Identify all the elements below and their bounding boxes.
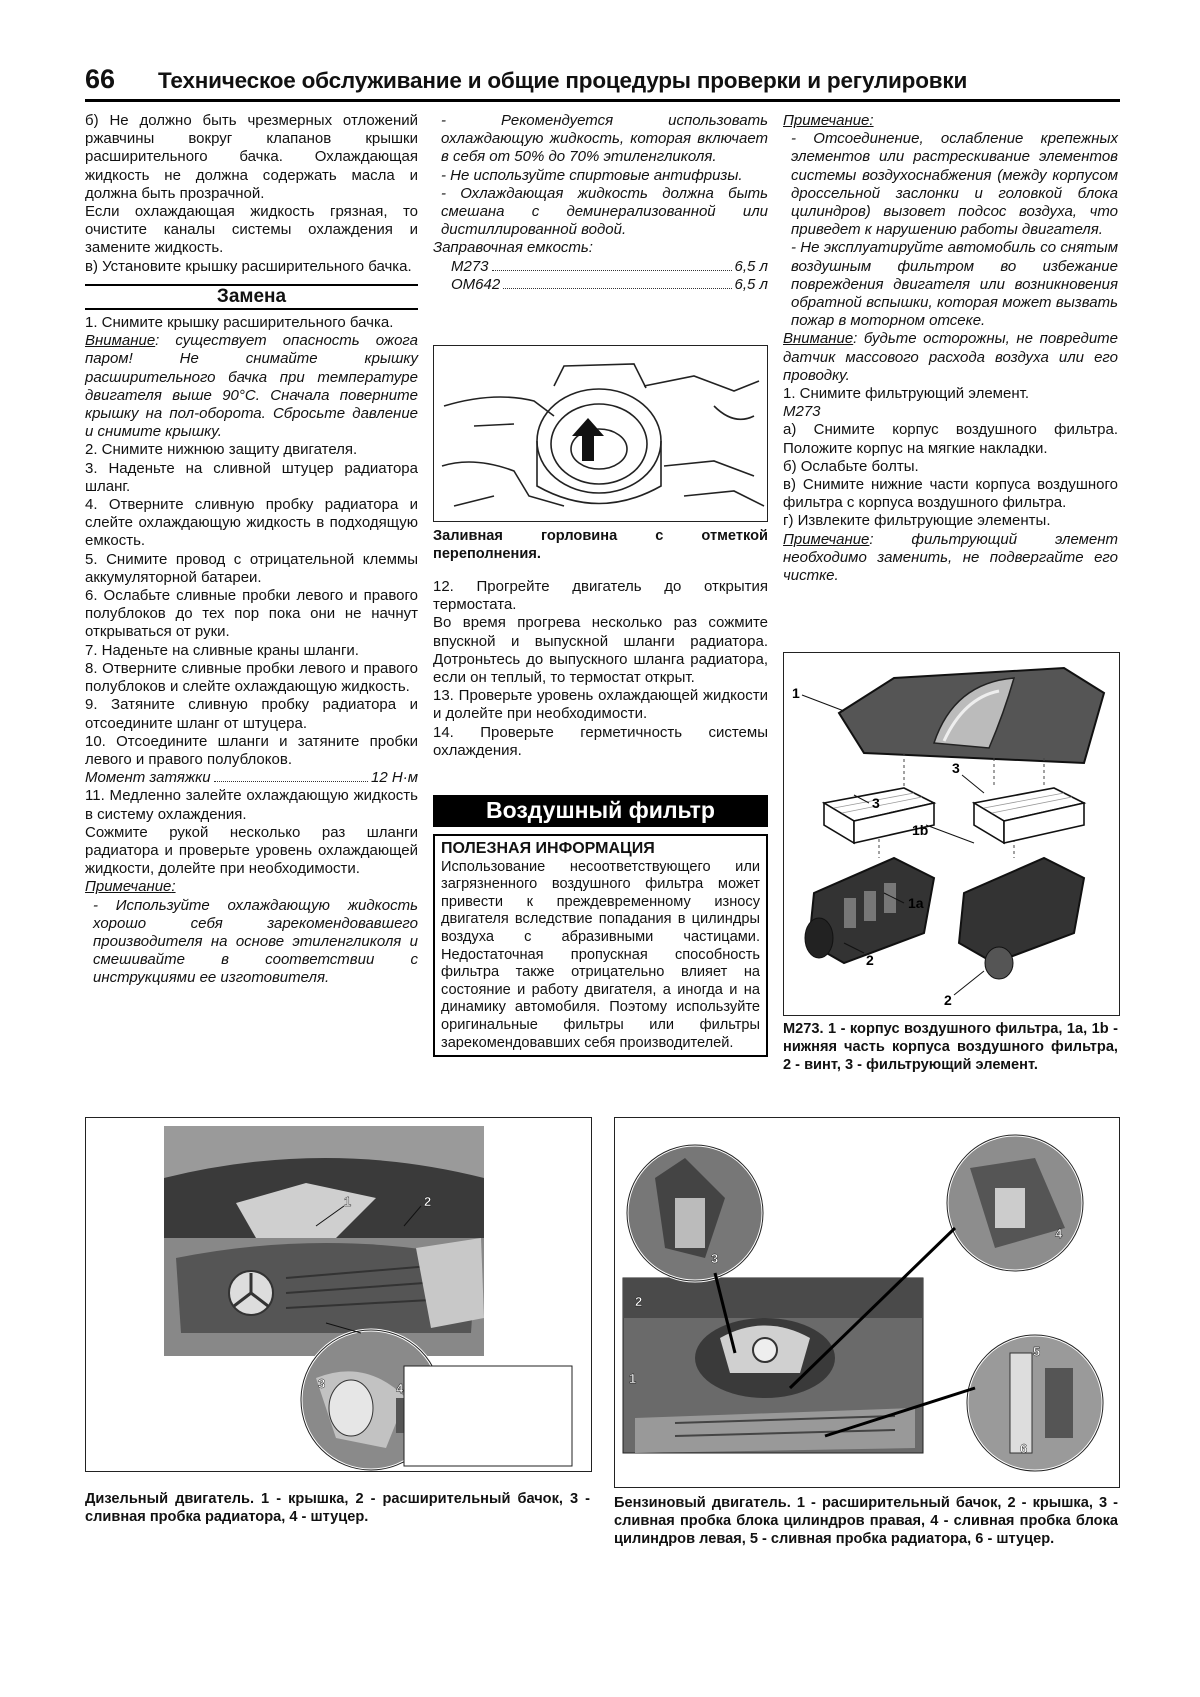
step-item: 3. Наденьте на сливной штуцер радиатора шланг. [85, 459, 418, 495]
air-filter-figure [783, 652, 1120, 1016]
callout: 2 [944, 992, 952, 1008]
step-item: 1. Снимите фильтрующий элемент. [783, 385, 1029, 403]
column-3 [783, 112, 1118, 585]
callout: 1 [629, 1371, 637, 1386]
callout: 2 [635, 1294, 643, 1309]
step-item: Сожмите рукой несколько раз шланги радиатора и проверьте уровень охлаждающей жидкости, долейте при необходимости. [85, 823, 418, 878]
step-item: 6. Ослабьте сливные пробки левого и правого полублоков до тех пор пока они не начнут открываться от руки. [85, 587, 418, 641]
callout: 1a [908, 895, 924, 911]
note-2 [783, 531, 1118, 586]
step-item: 12. Прогрейте двигатель до открытия термостата. [433, 578, 768, 614]
step-item: 11. Медленно залейте охлаждающую жидкость в систему охлаждения. [85, 787, 418, 823]
filler-neck-drawing [434, 346, 767, 521]
paragraph: Если охлаждающая жидкость грязная, то очистите каналы системы охлаждения и замените жидкость. [85, 203, 418, 257]
capacity-label: Заправочная емкость: [433, 239, 593, 257]
callout: 1b [912, 822, 929, 838]
callout: 5 [1033, 1344, 1041, 1359]
diesel-engine-caption: Дизельный двигатель. 1 - крышка, 2 - расширительный бачок, 3 - сливная пробка радиатора, 4 - штуцер. [85, 1491, 590, 1525]
torque-label: Момент затяжки [85, 769, 211, 787]
paragraph: б) Не должно быть чрезмерных отложений ржавчины вокруг клапанов крышки расширительного бачка. Охлаждающая жидкость не должна содержать масла и должна быть прозрачной. [85, 112, 418, 202]
page-title: Техническое обслуживание и общие процедуры проверки и регулировки [158, 68, 968, 93]
step-item: 2. Снимите нижнюю защиту двигателя. [85, 441, 358, 459]
note-label: Примечание [783, 530, 870, 548]
header-rule [85, 99, 1120, 102]
warning-label: Внимание [783, 330, 854, 348]
substep-item: в) Снимите нижние части корпуса воздушного фильтра с корпуса воздушного фильтра. [783, 476, 1118, 512]
step-item: 5. Снимите провод с отрицательной клеммы аккумуляторной батареи. [85, 550, 418, 586]
note-item: - Не эксплуатируйте автомобиль со снятым воздушным фильтром во избежание повреждения двигателя или возникновения обратной вспышки, которая может вызвать пожар в моторном отсеке. [791, 239, 1118, 330]
torque-value: 12 Н·м [371, 769, 418, 787]
column-2-notes [433, 112, 768, 294]
callout: 1 [344, 1194, 352, 1209]
step-item: 4. Отверните сливную пробку радиатора и слейте охлаждающую жидкость в подходящую емкость. [85, 496, 418, 550]
step-item: 1. Снимите крышку расширительного бачка. [85, 314, 394, 332]
warning-text: : существует опасность ожога паром! Не снимайте крышку расширительного бачка при температуре двигателя выше 90°С. Сначала поверните крышку на пол-оборота. Сбросьте давление и снимите крышку. [85, 332, 418, 441]
callout: 3 [872, 795, 880, 811]
warning-note [783, 330, 1118, 385]
info-title: ПОЛЕЗНАЯ ИНФОРМАЦИЯ [441, 840, 655, 857]
air-filter-caption: М273. 1 - корпус воздушного фильтра, 1а, 1b - нижняя часть корпуса воздушного фильтра, 2 - винт, 3 - фильтрующий элемент. [783, 1021, 1118, 1073]
note-item: - Рекомендуется использовать охлаждающую жидкость, которая включает в себя от 50% до 70% этиленгликоля. [441, 112, 768, 166]
page-number: 66 [85, 64, 116, 94]
callout: 3 [711, 1251, 719, 1266]
section-rule [85, 308, 418, 310]
column-1 [85, 112, 418, 988]
callout: 6 [1020, 1441, 1028, 1456]
note-item: - Не используйте спиртовые антифризы. [441, 166, 743, 184]
torque-row [85, 769, 418, 787]
section-banner-air-filter: Воздушный фильтр [433, 795, 768, 827]
petrol-engine-caption: Бензиновый двигатель. 1 - расширительный бачок, 2 - крышка, 3 - сливная пробка блока цилиндров правая, 4 - сливная пробка блока цилиндров левая, 5 - сливная пробка радиатора, 6 - штуцер. [614, 1495, 1118, 1547]
useful-info-box [433, 834, 768, 1057]
callout: 3 [318, 1376, 326, 1391]
step-item: 8. Отверните сливные пробки левого и правого полублоков и слейте охлаждающую жидкость. [85, 659, 418, 696]
capacity-row: M273 6,5 л [451, 257, 768, 275]
petrol-engine-photo [615, 1118, 1119, 1487]
warning-text: : будьте осторожны, не повредите датчик массового расхода воздуха или его проводку. [783, 330, 1118, 384]
substep-item: г) Извлеките фильтрующие элементы. [783, 512, 1051, 530]
callout: 2 [866, 952, 874, 968]
callout: 2 [424, 1194, 432, 1209]
column-2-steps [433, 578, 768, 760]
warning-label: Внимание [85, 332, 156, 350]
step-item: 9. Затяните сливную пробку радиатора и отсоедините шланг от штуцера. [85, 696, 418, 732]
note-item: - Отсоединение, ослабление крепежных элементов или растрескивание элементов системы воздухоснабжения (между корпусом дроссельной заслонки и головкой блока цилиндров) вызовет подсос воздуха, что приведет к нарушению работы двигателя. [791, 130, 1118, 239]
note-label: Примечание: [783, 112, 874, 129]
step-item: 13. Проверьте уровень охлаждающей жидкости и долейте при необходимости. [433, 687, 768, 723]
note-item: - Охлаждающая жидкость должна быть смешана с деминерализованной или дистиллированной водой. [441, 184, 768, 239]
note-text: : фильтрующий элемент необходимо заменить, не подвергайте его чистке. [783, 530, 1118, 585]
substep-item: а) Снимите корпус воздушного фильтра. Положите корпус на мягкие накладки. [783, 421, 1118, 457]
callout: 1 [792, 685, 800, 701]
note-text: - Используйте охлаждающую жидкость хорошо себя зарекомендовавшего производителя на основе этиленгликоля и смешивайте в соответствии с инструкциями ее изготовителя. [93, 896, 418, 987]
air-filter-drawing [784, 653, 1119, 1015]
step-item: Во время прогрева несколько раз сожмите впускной и выпускной шланги радиатора. Дотроньтесь до выпускного шланга радиатора, если он теплый, то термостат открыт. [433, 614, 768, 687]
diesel-engine-photo [86, 1118, 591, 1471]
step-item: 14. Проверьте герметичность системы охлаждения. [433, 723, 768, 759]
step-item: 7. Наденьте на сливные краны шланги. [85, 641, 359, 659]
substep-item: б) Ослабьте болты. [783, 457, 919, 475]
filler-neck-caption: Заливная горловина с отметкой переполнения. [433, 528, 768, 562]
filler-neck-figure [433, 345, 768, 522]
capacity-row: OM642 6,5 л [451, 275, 768, 293]
callout: 4 [396, 1381, 404, 1396]
paragraph: в) Установите крышку расширительного бачка. [85, 257, 412, 275]
model-label: M273 [783, 403, 821, 421]
petrol-engine-figure [614, 1117, 1120, 1488]
note-label: Примечание: [85, 878, 176, 896]
section-heading-replace: Замена [216, 285, 287, 307]
info-text: Использование несоответствующего или загрязненного воздушного фильтра может привести к преждевременному износу двигателя вследствие попадания в цилиндры воздуха с абразивными частицами. Недостаточная пропускная способность фильтра также отрицательно влияет на состояние и работу двигателя, а иногда и на динамику автомобиля. Поэтому используйте оригинальные фильтры или фильтры зарекомендовавших себя производителей. [441, 858, 760, 1051]
callout: 4 [1055, 1226, 1063, 1241]
callout: 3 [952, 760, 960, 776]
warning-note [85, 332, 418, 441]
diesel-engine-figure [85, 1117, 592, 1472]
step-item: 10. Отсоедините шланги и затяните пробки левого и правого полублоков. [85, 732, 418, 768]
